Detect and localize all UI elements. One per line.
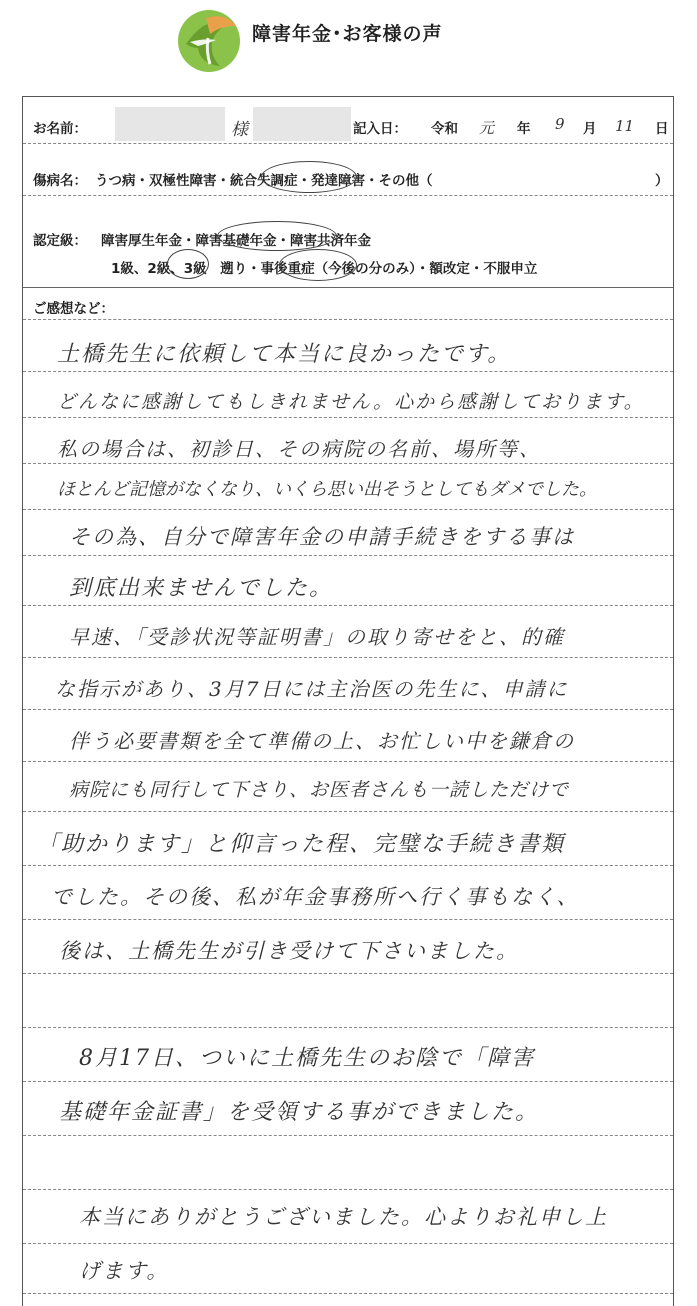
day-value: 11 [615, 117, 635, 135]
comment-line: 「助かります」と仰言った程、完璧な手続き書類 [37, 832, 566, 857]
date-label: 記入日： [353, 121, 407, 137]
rule-line [23, 463, 673, 464]
disease-close: ） [655, 173, 669, 189]
rule-line [23, 973, 673, 974]
comment-line: 早速、「受診状況等証明書」の取り寄せをと、的確 [69, 625, 565, 649]
comment-line: その為、自分で障害年金の申請手続きをする事は [69, 525, 575, 549]
section-divider [23, 287, 673, 288]
comment-line: 伴う必要書類を全て準備の上、お忙しい中を鎌倉の [69, 729, 575, 753]
rule-line [23, 319, 673, 320]
comment-line: 後は、土橋先生が引き受けて下さいました。 [59, 939, 519, 963]
comment-line: 基礎年金証書」を受領する事ができました。 [59, 1100, 540, 1125]
rule-line [23, 417, 673, 418]
rule-line [23, 195, 673, 196]
rule-line [23, 371, 673, 372]
disease-options: うつ病・双極性障害・統合失調症・発達障害・その他（ [95, 173, 433, 189]
comment-line: な指示があり、3月7日には主治医の先生に、申請に [55, 677, 569, 701]
rule-line [23, 143, 673, 144]
comment-line: 土橋先生に依頼して本当に良かったです。 [57, 342, 512, 367]
rule-line [23, 1027, 673, 1028]
comment-line: 私の場合は、初診日、その病院の名前、場所等、 [57, 437, 541, 461]
selected-circle [167, 249, 209, 279]
comment-line: どんなに感謝してもしきれません。心から感謝しております。 [57, 391, 645, 413]
selected-circle [217, 221, 337, 251]
testimonial-form [22, 96, 674, 1306]
rule-line [23, 657, 673, 658]
rule-line [23, 761, 673, 762]
comment-line: 到底出来ませんでした。 [69, 576, 334, 601]
era-label: 令和 [431, 121, 458, 137]
rule-line [23, 1243, 673, 1244]
pension-types: 障害厚生年金・障害基礎年金・障害共済年金 [101, 233, 371, 249]
comment-line: ほとんど記憶がなくなり、いくら思い出そうとしてもダメでした。 [57, 479, 597, 500]
rule-line [23, 605, 673, 606]
comment-line: 本当にありがとうございました。心よりお礼申し上 [79, 1205, 608, 1229]
comment-line: げます。 [79, 1259, 170, 1283]
year-value: 元 [479, 119, 495, 137]
comment-line: 8月17日、ついに土橋先生のお陰で「障害 [79, 1046, 535, 1071]
name-label: お名前： [33, 121, 87, 137]
name-redaction-2 [253, 107, 351, 141]
name-redaction [115, 107, 225, 141]
rule-line [23, 1081, 673, 1082]
year-label: 年 [517, 121, 531, 137]
rule-line [23, 509, 673, 510]
comment-line: でした。その後、私が年金事務所へ行く事もなく、 [51, 885, 580, 909]
selected-circle [279, 249, 357, 281]
rule-line [23, 1189, 673, 1190]
grade-options: 1級、2級、3級 遡り・事後重症（今後の分のみ）・額改定・不服申立 [111, 261, 538, 277]
name-suffix: 様 [231, 120, 248, 140]
page-header [0, 0, 697, 82]
day-label: 日 [655, 121, 669, 137]
rule-line [23, 811, 673, 812]
rule-line [23, 865, 673, 866]
comments-label: ご感想など： [33, 301, 114, 317]
month-label: 月 [583, 121, 597, 137]
rule-line [23, 1135, 673, 1136]
rule-line [23, 709, 673, 710]
month-value: 9 [555, 115, 565, 133]
leaf-swirl-logo-icon [176, 8, 242, 74]
rule-line [23, 919, 673, 920]
selected-circle [261, 161, 357, 193]
rule-line [23, 555, 673, 556]
disease-label: 傷病名： [33, 173, 87, 189]
rule-line [23, 1293, 673, 1294]
page-title: 障害年金･お客様の声 [252, 23, 443, 45]
grade-label: 認定級： [33, 233, 87, 249]
comment-line: 病院にも同行して下さり、お医者さんも一読しただけで [69, 779, 570, 801]
